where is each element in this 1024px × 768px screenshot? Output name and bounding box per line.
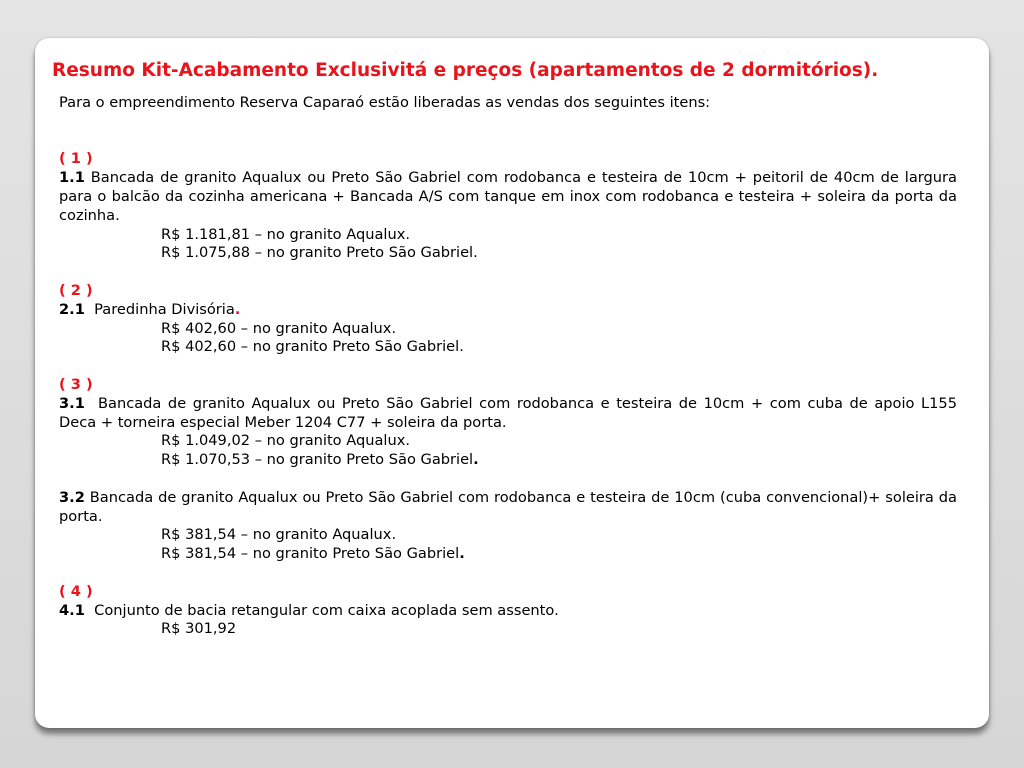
section-2-heading: ( 2 ) xyxy=(59,281,93,299)
price-text: R$ 1.070,53 – no granito Preto São Gabriel xyxy=(161,451,474,469)
item-text: Bancada de granito Aqualux ou Preto São Gabriel com rodobanca e testeira de 10cm (cuba convencional)+ soleira da porta. xyxy=(59,488,957,525)
price-text: R$ 381,54 – no granito Preto São Gabriel xyxy=(161,545,460,563)
section-3-heading: ( 3 ) xyxy=(59,375,93,393)
item-number: 3.1 xyxy=(59,394,85,412)
item-4-1-description xyxy=(59,602,957,621)
item-text-suffix: . xyxy=(234,300,241,318)
item-text: Bancada de granito Aqualux ou Preto São Gabriel com rodobanca e testeira de 10cm + com cuba de apoio L155 Deca + torneira especial Meber 1204 C77 + soleira da porta. xyxy=(59,394,957,431)
item-number: 2.1 xyxy=(59,300,85,318)
section-1-heading: ( 1 ) xyxy=(59,150,93,168)
section-4-heading: ( 4 ) xyxy=(59,582,93,600)
price-line: R$ 301,92 xyxy=(161,620,237,638)
page-title: Resumo Kit-Acabamento Exclusivitá e preços (apartamentos de 2 dormitórios). xyxy=(52,60,879,81)
document-body xyxy=(59,94,957,639)
price-line: R$ 1.181,81 – no granito Aqualux. xyxy=(161,225,411,243)
item-number: 3.2 xyxy=(59,488,85,506)
intro-text: Para o empreendimento Reserva Caparaó estão liberadas as vendas dos seguintes itens: xyxy=(59,94,711,111)
item-2-1-description xyxy=(59,301,957,320)
item-text: Paredinha Divisória xyxy=(94,300,235,318)
item-number: 4.1 xyxy=(59,601,85,619)
item-3-2-description xyxy=(59,489,957,527)
price-line xyxy=(59,451,957,470)
price-line: R$ 402,60 – no granito Aqualux. xyxy=(161,319,397,337)
price-line xyxy=(59,545,957,564)
item-text: Conjunto de bacia retangular com caixa acoplada sem assento. xyxy=(94,601,559,619)
price-suffix: . xyxy=(459,545,465,563)
price-line: R$ 1.049,02 – no granito Aqualux. xyxy=(161,432,411,450)
price-line: R$ 381,54 – no granito Aqualux. xyxy=(161,526,397,544)
price-suffix: . xyxy=(473,451,479,469)
item-3-1-description xyxy=(59,395,957,433)
item-number: 1.1 xyxy=(59,169,85,187)
item-1-1-description xyxy=(59,169,957,225)
price-line: R$ 402,60 – no granito Preto São Gabriel. xyxy=(161,338,464,356)
price-line: R$ 1.075,88 – no granito Preto São Gabriel. xyxy=(161,244,478,262)
item-text: Bancada de granito Aqualux ou Preto São Gabriel com rodobanca e testeira de 10cm + peitoril de 40cm de largura para o balcão da cozinha americana + Bancada A/S com tanque em inox com rodobanca e testeira + soleira da porta da cozinha. xyxy=(59,169,958,224)
